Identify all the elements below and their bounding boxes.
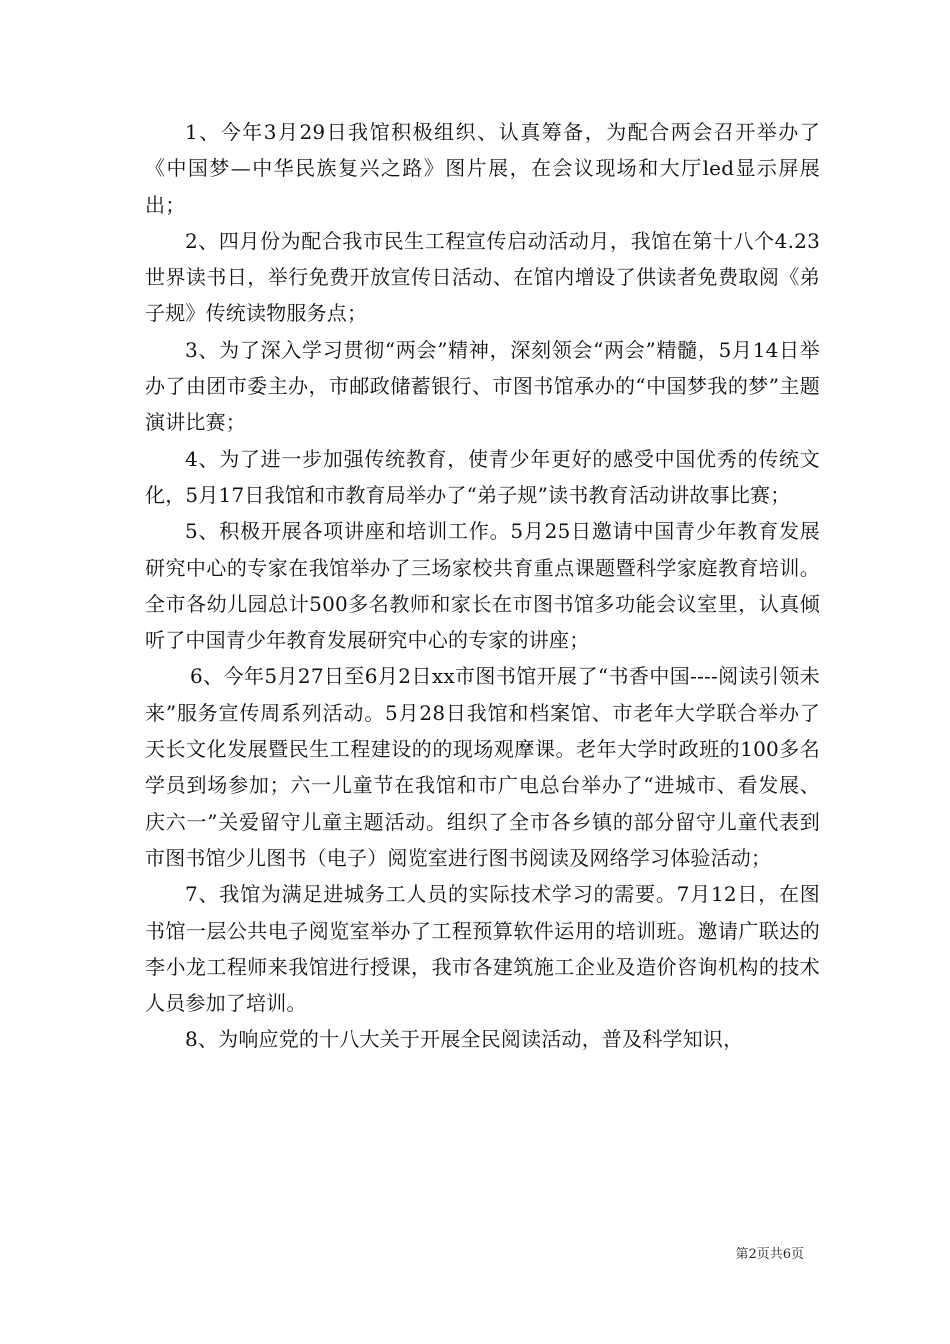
paragraph-2: 2、四月份为配合我市民生工程宣传启动活动月，我馆在第十八个4.23世界读书日，举行免费开放宣传日活动、在馆内增设了供读者免费取阅《弟子规》传统读物服务点； <box>145 228 820 326</box>
paragraph-5: 5、积极开展各项讲座和培训工作。5月25日邀请中国青少年教育发展研究中心的专家在我馆举办了三场家校共育重点课题暨科学家庭教育培训。全市各幼儿园总计500多名教师和家长在市图书馆多功能会议室里，认真倾听了中国青少年教育发展研究中心的专家的讲座； <box>145 519 820 653</box>
paragraph-1: 1、今年3月29日我馆积极组织、认真筹备，为配合两会召开举办了《中国梦—中华民族复兴之路》图片展，在会议现场和大厅led显示屏展出； <box>145 120 820 217</box>
paragraph-3: 3、为了深入学习贯彻“两会”精神，深刻领会“两会”精髓，5月14日举办了由团市委主办，市邮政储蓄银行、市图书馆承办的“中国梦我的梦”主题演讲比赛； <box>145 337 820 435</box>
paragraph-8: 8、为响应党的十八大关于开展全民阅读活动，普及科学知识， <box>185 1027 744 1052</box>
paragraph-6: 6、今年5月27日至6月2日xx市图书馆开展了“书香中国----阅读引领未来”服务宣传周系列活动。5月28日我馆和档案馆、市老年大学联合举办了天长文化发展暨民生工程建设的的现场观摩课。老年大学时政班的100多名学员到场参加；六一儿童节在我馆和市广电总台举办了“进城市、看发展、庆六一”关爱留守儿童主题活动。组织了全市各乡镇的部分留守儿童代表到市图书馆少儿图书（电子）阅览室进行图书阅读及网络学习体验活动； <box>145 664 820 870</box>
paragraph-4: 4、为了进一步加强传统教育，使青少年更好的感受中国优秀的传统文化，5月17日我馆和市教育局举办了“弟子规”读书教育活动讲故事比赛； <box>145 446 820 507</box>
page-number: 第2页共6页 <box>735 1247 804 1262</box>
paragraph-7: 7、我馆为满足进城务工人员的实际技术学习的需要。7月12日，在图书馆一层公共电子阅览室举办了工程预算软件运用的培训班。邀请广联达的李小龙工程师来我馆进行授课，我市各建筑施工企业及造价咨询机构的技术人员参加了培训。 <box>145 882 820 1016</box>
document-body <box>145 114 820 1058</box>
